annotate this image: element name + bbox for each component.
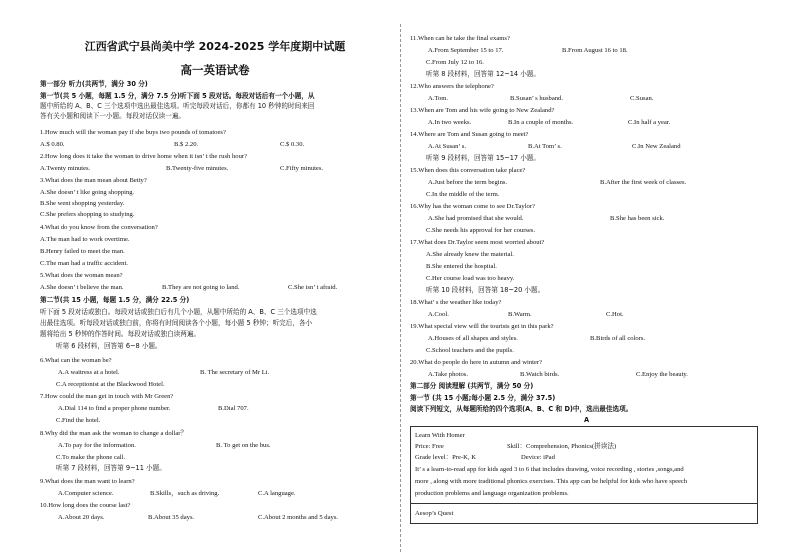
option[interactable]: A.Computer science.	[58, 490, 114, 497]
question: 4.What do you know from the conversation?	[40, 224, 158, 231]
option[interactable]: B.Warm.	[508, 311, 532, 318]
question: 1.How much will the woman pay if she buys two pounds of tomatoes?	[40, 129, 226, 136]
reading-instructions: 阅读下列短文，从每题所给的四个选项(A、B、C 和 D)中，选出最佳选项。	[410, 405, 633, 413]
app-grade: Grade level：Pre-K, K	[415, 454, 476, 461]
option[interactable]: B.Henry failed to meet the man.	[40, 248, 125, 255]
option[interactable]: A.Houses of all shapes and styles.	[428, 335, 518, 342]
option[interactable]: A.To pay for the information.	[58, 442, 136, 449]
option[interactable]: B.They are not going to land.	[162, 284, 240, 291]
option[interactable]: B.She went shopping yesterday.	[40, 200, 125, 207]
question: 13.When are Tom and his wife going to New Zealand?	[410, 107, 555, 114]
option[interactable]: C.Find the hotel.	[56, 417, 101, 424]
question: 10.How long does the course last?	[40, 502, 131, 509]
material-note: 听第 6 段材料，回答第 6~8 小题。	[56, 342, 162, 350]
question: 11.When can he take the final exams?	[410, 35, 510, 42]
option[interactable]: C.Hot.	[606, 311, 624, 318]
section-instructions-line: 答有关小题和阅读下一小题。每段对话仅读一遍。	[40, 112, 186, 120]
part-heading: 第二部分 阅读理解 (共两节，满分 50 分)	[410, 382, 534, 390]
option[interactable]: C.She isn’ t afraid.	[288, 284, 338, 291]
question: 2.How long does it take the woman to drive home when it isn’ t the rush hour?	[40, 153, 247, 160]
option[interactable]: B.About 35 days.	[148, 514, 195, 521]
material-note: 听第 9 段材料，回答第 15~17 小题。	[426, 154, 541, 162]
app-device: Device: iPad	[521, 454, 555, 461]
option[interactable]: A.She had promised that she would.	[428, 215, 524, 222]
question: 16.Why has the woman come to see Dr.Taylor?	[410, 203, 535, 210]
section-instructions-line: 题中所给的 A、B、C 三个选项中选出最佳选项。听完每段对话后，你都有 10 秒钟的时间来回	[40, 102, 315, 110]
material-note: 听第 10 段材料，回答第 18~20 小题。	[426, 286, 545, 294]
option[interactable]: C.A receptionist at the Blackwood Hotel.	[56, 381, 165, 388]
option[interactable]: B.She has been sick.	[610, 215, 665, 222]
option[interactable]: A.A waitress at a hotel.	[58, 369, 120, 376]
option[interactable]: A.She doesn’ t believe the man.	[40, 284, 124, 291]
column-divider	[400, 24, 401, 552]
option[interactable]: A.Just before the term begins.	[428, 179, 508, 186]
option[interactable]: C.School teachers and the pupils.	[426, 347, 514, 354]
option[interactable]: B.Watch birds.	[520, 371, 560, 378]
question: 9.What does the man want to learn?	[40, 478, 135, 485]
option[interactable]: C.Fifty minutes.	[280, 165, 324, 172]
question: 15.When does this conversation take place?	[410, 167, 526, 174]
option[interactable]: C.In the middle of the term.	[426, 191, 500, 198]
section-instructions	[40, 92, 315, 101]
question: 20.What do people do here in autumn and winter?	[410, 359, 543, 366]
app-info-box	[410, 426, 758, 524]
section-instructions-line: 听下面 5 段对话或独白。每段对话或独白后有几个小题，从题中所给的 A、B、C 三个选项中选	[40, 308, 317, 316]
option[interactable]: C.A language.	[258, 490, 296, 497]
option[interactable]: B.After the first week of classes.	[600, 179, 687, 186]
next-app-name: Aesop’s Quest	[415, 510, 454, 517]
option[interactable]: A.Take photos.	[428, 371, 469, 378]
question: 8.Why did the man ask the woman to change a dollar？	[40, 430, 188, 437]
section-1-text: 第一节(共 5 小题，每题 1.5 分，满分 7.5 分)听下面 5 段对话。每段对话后有一个小题，从	[40, 92, 315, 100]
option[interactable]: B. The secretary of Mr Li.	[200, 369, 270, 376]
option[interactable]: C.$ 0.30.	[280, 141, 305, 148]
material-note: 听第 7 段材料，回答第 9~11 小题。	[56, 464, 166, 472]
option[interactable]: A.At Susan’ s.	[428, 143, 466, 150]
option[interactable]: A.From September 15 to 17.	[428, 47, 504, 54]
question: 6.What can the woman be?	[40, 357, 112, 364]
option[interactable]: A.In two weeks.	[428, 119, 472, 126]
app-skill: Skill：Comprehension, Phonics(拼读法)	[507, 443, 617, 450]
app-price: Price: Free	[415, 443, 444, 450]
option[interactable]: C.In New Zealand	[632, 143, 681, 150]
option[interactable]: B.Birds of all colors.	[590, 335, 646, 342]
material-note: 听第 8 段材料，回答第 12~14 小题。	[426, 70, 541, 78]
option[interactable]: C.From July 12 to 16.	[426, 59, 484, 66]
option[interactable]: B.From August 16 to 18.	[562, 47, 628, 54]
option[interactable]: C.To make the phone call.	[56, 454, 126, 461]
app-description: It’ s a learn-to-read app for kids aged 3 to 6 that includes drawing, voice recording , stories ,songs,and	[415, 466, 684, 473]
option[interactable]: A.Twenty minutes.	[40, 165, 91, 172]
option[interactable]: C.She needs his approval for her courses.	[426, 227, 536, 234]
question: 12.Who answers the telephone?	[410, 83, 494, 90]
option[interactable]: B.She entered the hospital.	[426, 263, 497, 270]
option[interactable]: B.In a couple of months.	[508, 119, 574, 126]
app-name: Learn With Homer	[415, 432, 465, 439]
question: 18.What’ s the weather like today?	[410, 299, 502, 306]
part-heading: 第一部分 听力(共两节，满分 30 分)	[40, 80, 148, 88]
option[interactable]: C.About 2 months and 5 days.	[258, 514, 339, 521]
app-description: more , along with more traditional phonics exercises. This app can be helpful for kids who have speech	[415, 478, 688, 485]
exam-subtitle: 高一英语试卷	[180, 63, 250, 77]
option[interactable]: A.She already knew the material.	[426, 251, 514, 258]
option[interactable]: C.Susan.	[630, 95, 654, 102]
option[interactable]: C.Enjoy the beauty.	[636, 371, 688, 378]
option[interactable]: C.In half a year.	[628, 119, 671, 126]
question: 17.What does Dr.Taylor seem most worried about?	[410, 239, 545, 246]
option[interactable]: B.Twenty-five minutes.	[166, 165, 229, 172]
option[interactable]: B.At Tom’ s.	[528, 143, 562, 150]
question: 5.What does the woman mean?	[40, 272, 123, 279]
option[interactable]: B. To get on the bus.	[216, 442, 271, 449]
option[interactable]: A.$ 0.80.	[40, 141, 65, 148]
option[interactable]: A.Dial 114 to find a proper phone number.	[58, 405, 171, 412]
passage-label: A	[584, 416, 590, 424]
app-description: production problems and language organization problems.	[415, 490, 569, 497]
option[interactable]: A.She doesn’ t like going shopping.	[40, 189, 135, 196]
section-heading: 第二节(共 15 小题，每题 1.5 分，满分 22.5 分)	[40, 296, 190, 304]
section-instructions-line: 题将给出 5 秒钟的作答时间。每段对话或独白读两遍。	[40, 330, 201, 338]
box-divider	[411, 503, 757, 504]
question: 7.How could the man get in touch with Mr Green?	[40, 393, 174, 400]
option[interactable]: A.About 20 days.	[58, 514, 105, 521]
option[interactable]: C.Her course load was too heavy.	[426, 275, 515, 282]
option[interactable]: C.She prefers shopping to studying.	[40, 211, 135, 218]
question: 19.What special view will the tourists get in this park?	[410, 323, 554, 330]
option[interactable]: C.The man had a traffic accident.	[40, 260, 128, 267]
option[interactable]: A.The man had to work overtime.	[40, 236, 130, 243]
option[interactable]: A.Cool.	[428, 311, 449, 318]
question: 3.What does the man mean about Betty?	[40, 177, 147, 184]
section-instructions-line: 出最佳选项。听每段对话或独白前，你将有时间阅读各个小题，每小题 5 秒钟；听完后，各小	[40, 319, 313, 327]
option[interactable]: A.Tom.	[428, 95, 449, 102]
option[interactable]: B.$ 2.20.	[174, 141, 199, 148]
section-heading: 第一节 (共 15 小题;每小题 2.5 分，满分 37.5)	[410, 394, 556, 402]
exam-title: 江西省武宁县尚美中学 2024-2025 学年度期中试题	[84, 40, 346, 53]
option[interactable]: B.Skills，such as driving.	[150, 490, 220, 497]
question: 14.Where are Tom and Susan going to meet?	[410, 131, 529, 138]
option[interactable]: B.Susan’ s husband.	[510, 95, 563, 102]
option[interactable]: B.Dial 707.	[218, 405, 249, 412]
